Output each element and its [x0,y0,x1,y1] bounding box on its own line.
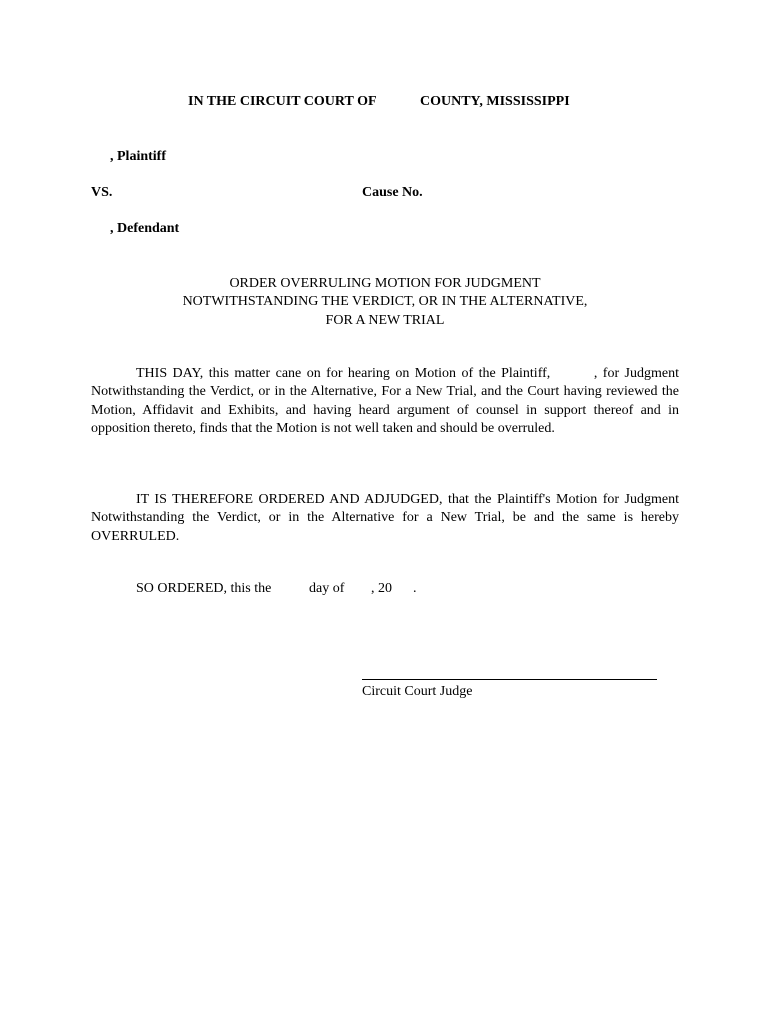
signature-label: Circuit Court Judge [362,684,473,699]
cause-number-label: Cause No. [362,185,423,200]
signature-line [362,679,657,680]
so-ordered-day-of: day of [309,581,345,596]
body-paragraph-2 [91,491,679,546]
defendant-label: , Defendant [110,221,180,236]
body-paragraph-1 [91,365,683,438]
body-paragraph-1-text: THIS DAY, this matter cane on for hearing on Motion of the Plaintiff, , for Judgment Notwithstanding the Verdict, or in the Alternative, For a New Trial, and the Court having reviewed the Motion, Affidavit and Exhibits, and having heard argument of counsel in support thereof and in opposition thereto, finds that the Motion is not well taken and should be overruled. [91,366,683,436]
so-ordered-period: . [413,581,417,596]
body-paragraph-2-text: IT IS THEREFORE ORDERED AND ADJUDGED, that the Plaintiff's Motion for Judgment Notwithstanding the Verdict, or in the Alternative for a New Trial, be and the same is hereby OVERRULED. [91,492,679,544]
so-ordered-text: SO ORDERED, this the [136,581,272,596]
order-title-line-1: ORDER OVERRULING MOTION FOR JUDGMENT [229,276,541,291]
court-heading-left: IN THE CIRCUIT COURT OF [188,94,377,109]
court-heading-right: COUNTY, MISSISSIPPI [420,94,570,109]
so-ordered-year: , 20 [371,581,392,596]
order-title-line-2: NOTWITHSTANDING THE VERDICT, OR IN THE ALTERNATIVE, [182,294,588,310]
order-title-line-3: FOR A NEW TRIAL [325,312,445,328]
plaintiff-label: , Plaintiff [110,149,166,164]
order-title [91,275,679,330]
versus-label: VS. [91,185,113,200]
